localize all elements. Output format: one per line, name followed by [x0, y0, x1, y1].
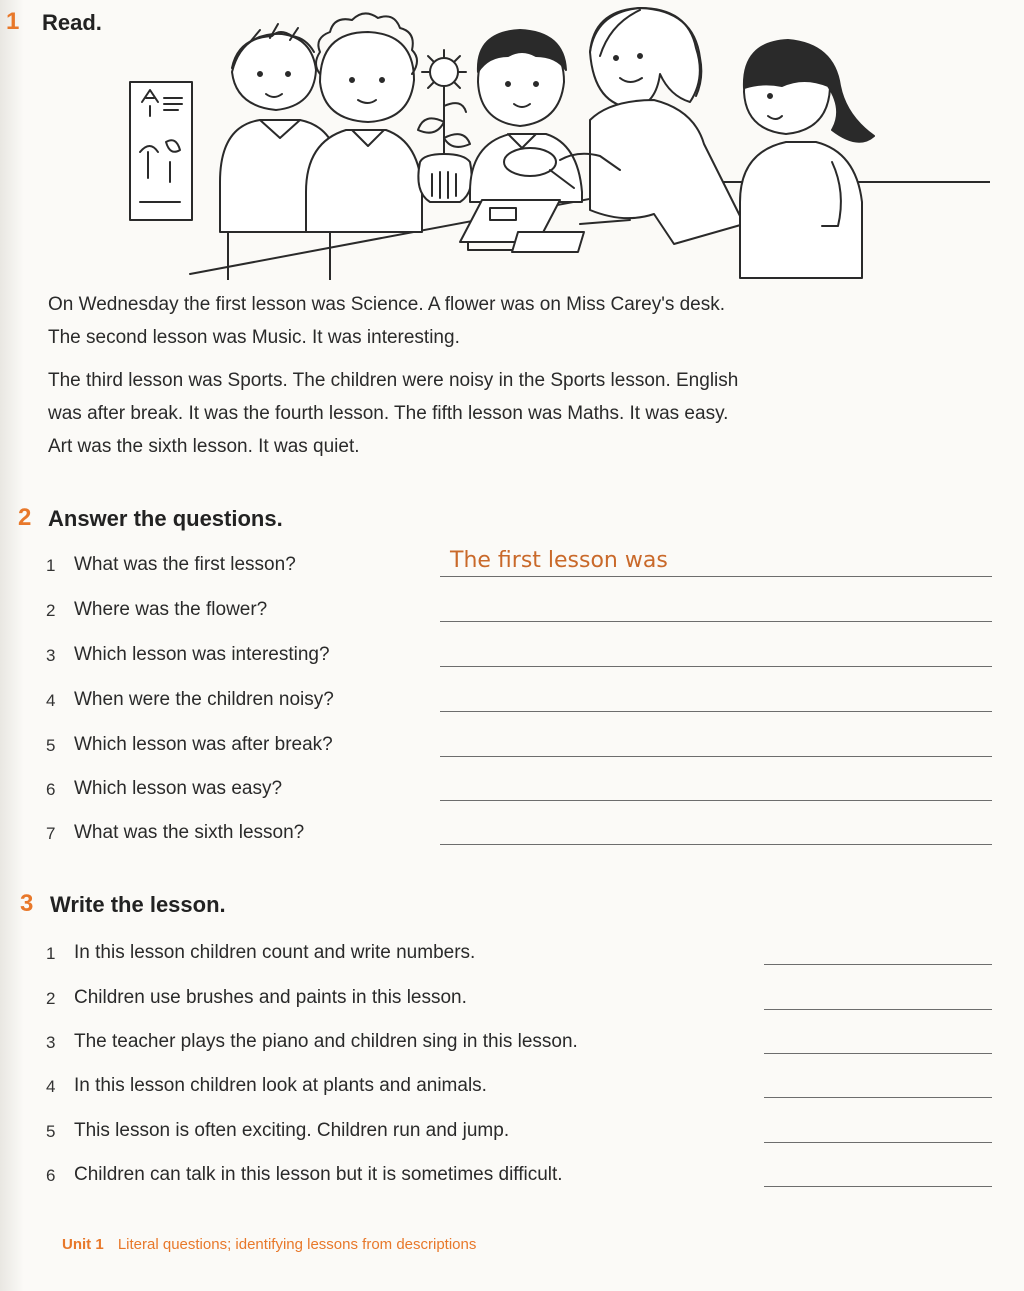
- reading-line: was after break. It was the fourth lesson. The fifth lesson was Maths. It was easy.: [48, 403, 729, 424]
- section-3-number: 3: [20, 890, 34, 917]
- reading-paragraph-1: [48, 288, 948, 354]
- question-text: Which lesson was interesting?: [74, 644, 330, 665]
- section-1-title: Read.: [42, 10, 102, 35]
- answer-line[interactable]: [440, 711, 992, 712]
- item-number: 3: [46, 1033, 56, 1052]
- question-number: 5: [46, 736, 56, 755]
- item-number: 2: [46, 989, 56, 1008]
- question-row: [46, 638, 992, 678]
- item-text: This lesson is often exciting. Children run and jump.: [74, 1120, 510, 1141]
- answer-line[interactable]: [764, 1009, 992, 1010]
- answer-line[interactable]: [764, 964, 992, 965]
- write-lesson-row: [46, 1069, 992, 1109]
- answer-line[interactable]: [764, 1053, 992, 1054]
- sunflower-vase-image: [418, 50, 472, 202]
- question-number: 2: [46, 601, 56, 620]
- question-text: Which lesson was after break?: [74, 734, 333, 755]
- question-text: Which lesson was easy?: [74, 778, 283, 799]
- question-row: [46, 772, 992, 812]
- reading-line: On Wednesday the first lesson was Science. A flower was on Miss Carey's desk.: [48, 294, 726, 315]
- write-lesson-row: [46, 936, 992, 976]
- question-number: 1: [46, 556, 56, 575]
- write-lesson-row: [46, 1025, 992, 1065]
- section-3-title: Write the lesson.: [50, 892, 226, 917]
- teacher-miss-carey-image: [560, 8, 744, 244]
- question-row: [46, 816, 992, 856]
- child-girl-right-image: [740, 40, 874, 278]
- section-1-number: 1: [6, 8, 20, 35]
- question-row: [46, 593, 992, 633]
- item-text: The teacher plays the piano and children sing in this lesson.: [74, 1031, 578, 1052]
- question-row: [46, 683, 992, 723]
- question-text: What was the sixth lesson?: [74, 822, 305, 843]
- wall-poster-image: [130, 82, 192, 220]
- write-lesson-row: [46, 981, 992, 1021]
- section-2-title: Answer the questions.: [48, 506, 283, 531]
- question-number: 7: [46, 824, 56, 843]
- page-footer: [62, 1236, 476, 1253]
- write-lesson-row: [46, 1114, 992, 1154]
- page-edge-shadow: [0, 0, 24, 1291]
- handwritten-answer[interactable]: The first lesson was: [450, 548, 668, 573]
- item-number: 5: [46, 1122, 56, 1141]
- child-girl-curly-image: [306, 13, 422, 232]
- answer-line[interactable]: [440, 844, 992, 845]
- answer-line[interactable]: [764, 1186, 992, 1187]
- answer-line[interactable]: [440, 800, 992, 801]
- answer-line[interactable]: [440, 576, 992, 577]
- classroom-illustration: [120, 2, 990, 280]
- write-lesson-row: [46, 1158, 992, 1198]
- question-number: 4: [46, 691, 56, 710]
- answer-line[interactable]: [440, 666, 992, 667]
- item-number: 1: [46, 944, 56, 963]
- reading-paragraph-2: [48, 364, 948, 463]
- answer-line[interactable]: [764, 1097, 992, 1098]
- question-text: Where was the flower?: [74, 599, 268, 620]
- item-text: In this lesson children count and write numbers.: [74, 942, 476, 963]
- item-text: Children use brushes and paints in this lesson.: [74, 987, 467, 1008]
- reading-line: The second lesson was Music. It was interesting.: [48, 327, 460, 348]
- reading-line: The third lesson was Sports. The children were noisy in the Sports lesson. English: [48, 370, 739, 391]
- question-row: [46, 548, 992, 588]
- item-text: Children can talk in this lesson but it is sometimes difficult.: [74, 1164, 563, 1185]
- section-2-number: 2: [18, 504, 32, 531]
- question-row: [46, 728, 992, 768]
- question-text: When were the children noisy?: [74, 689, 334, 710]
- answer-line[interactable]: [440, 621, 992, 622]
- question-number: 3: [46, 646, 56, 665]
- answer-line[interactable]: [764, 1142, 992, 1143]
- question-number: 6: [46, 780, 56, 799]
- footer-unit-label: Unit 1: [62, 1236, 104, 1253]
- question-text: What was the first lesson?: [74, 554, 296, 575]
- item-number: 6: [46, 1166, 56, 1185]
- item-number: 4: [46, 1077, 56, 1096]
- answer-line[interactable]: [440, 756, 992, 757]
- item-text: In this lesson children look at plants and animals.: [74, 1075, 487, 1096]
- reading-line: Art was the sixth lesson. It was quiet.: [48, 436, 360, 457]
- footer-description: Literal questions; identifying lessons from descriptions: [117, 1236, 477, 1253]
